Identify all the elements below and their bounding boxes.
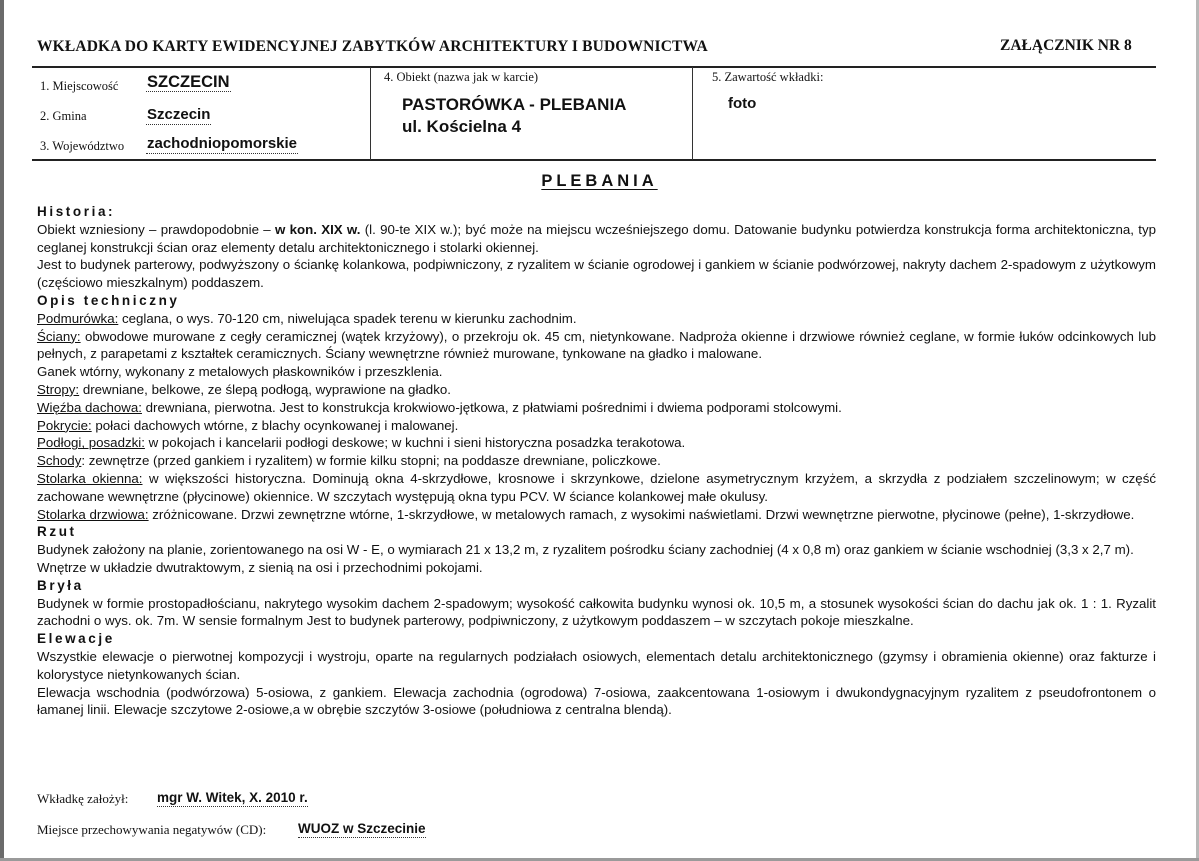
field-zawartosc-label: 5. Zawartość wkładki:	[712, 70, 824, 84]
opis-key: Pokrycie:	[37, 417, 92, 433]
field-miejscowosc-label: 1. Miejscowość	[40, 79, 119, 93]
opis-item	[37, 363, 1156, 381]
field-miejscowosc-value: SZCZECIN	[147, 73, 230, 91]
opis-key: Podłogi, posadzki:	[37, 435, 145, 451]
opis-text: zróżnicowane. Drzwi zewnętrzne wtórne, 1-skrzydłowe, w metalowych ramach, z wysokimi naświetlami. Drzwi wewnętrzne pierwotne, płycinowe (pełne), 1-skrzydłowe.	[148, 506, 1135, 522]
rzut-paragraph-1: Budynek założony na planie, zorientowanego na osi W - E, o wymiarach 21 x 13,2 m, z ryzalitem pośrodku ściany zachodniej (4 x 0,8 m) oraz gankiem w ścianie wschodniej (3,3 x 2,7 m).	[37, 542, 1134, 558]
opis-text: połaci dachowych wtórne, z blachy ocynkowanej i malowanej.	[91, 417, 459, 433]
opis-text: ceglana, o wys. 70-120 cm, niwelująca spadek terenu w kierunku zachodnim.	[118, 310, 577, 326]
opis-key: Stropy:	[37, 381, 80, 397]
scan-left-edge	[0, 0, 4, 861]
rzut-heading: Rzut	[37, 524, 77, 540]
form-top-rule	[32, 66, 1156, 68]
opis-key: Więźba dachowa:	[37, 399, 142, 415]
opis-text: w większości historyczna. Dominują okna 4-skrzydłowe, krosnowe i skrzynkowe, dzielone asymetrycznym krzyżem, a skrzydła z podziałem szczelinowym; w część zachowane wewnętrzne (płycinowe) okiennice. W szczytach występują okna typu PCV. W ściance kolankowej małe okulusy.	[37, 470, 1156, 504]
opis-item	[37, 470, 1156, 506]
storage-value: WUOZ w Szczecinie	[298, 821, 426, 836]
opis-item	[37, 328, 1156, 364]
annex-number: ZAŁĄCZNIK NR 8	[1000, 37, 1132, 54]
historia-heading: Historia:	[37, 204, 116, 219]
opis-item	[37, 417, 1156, 435]
document-title: WKŁADKA DO KARTY EWIDENCYJNEJ ZABYTKÓW ARCHITEKTURY I BUDOWNICTWA	[37, 38, 708, 55]
opis-text: Ganek wtórny, wykonany z metalowych płaskowników i przeszklenia.	[37, 364, 443, 380]
elewacje-paragraph-1: Wszystkie elewacje o pierwotnej kompozycji i wystroju, oparte na regularnych podziałach osiowych, elementach detalu architektonicznego (gzymsy i obramienia okienne) oraz fakturze i kolorystyce nietynkowanych ścian.	[37, 648, 1156, 682]
historia-text: Obiekt wzniesiony – prawdopodobnie –	[37, 221, 275, 237]
opis-key: Podmurówka:	[37, 310, 119, 326]
opis-key: Stolarka okienna:	[37, 470, 143, 486]
field-obiekt-name: PASTORÓWKA - PLEBANIA	[402, 95, 627, 114]
field-wojewodztwo-value: zachodniopomorskie	[147, 135, 298, 152]
bryla-paragraph: Budynek w formie prostopadłościanu, nakrytego wysokim dachem 2-spadowym; wysokość całkowita budynku wynosi ok. 10,5 m, a stosunek wysokości ścian do dachu jak ok. 1 : 1. Ryzalit zachodni o wys. ok. 7m. W sensie formalnym Jest to budynek parterowy, podpiwniczony, z użytkowym poddaszem – w szczytach pokoje mieszkalne.	[37, 595, 1156, 629]
opis-item	[37, 452, 1156, 470]
form-bottom-rule	[32, 159, 1156, 161]
field-gmina-value: Szczecin	[147, 106, 211, 123]
opis-item	[37, 381, 1156, 399]
opis-heading: Opis techniczny	[37, 292, 180, 308]
opis-text: obwodowe murowane z cegły ceramicznej (wątek krzyżowy), o przekroju ok. 45 cm, nietynkowane. Nadproża okienne i drzwiowe również ceglane, w formie łuków odcinkowych lub pełnych, z parapetami z kształtek ceramicznych. Ściany wewnętrzne również murowane, tynkowane na gładko i malowane.	[37, 328, 1156, 362]
opis-key: Ściany:	[37, 328, 81, 344]
opis-key: Schody	[37, 453, 82, 469]
field-obiekt-label: 4. Obiekt (nazwa jak w karcie)	[384, 70, 539, 84]
field-obiekt-address: ul. Kościelna 4	[402, 117, 522, 136]
historia-paragraph-1	[37, 221, 1156, 257]
section-title	[0, 172, 1199, 191]
opis-text: : zewnętrze (przed gankiem i ryzalitem) w formie kilku stopni; na poddasze drewniane, policzkowe.	[81, 453, 661, 469]
storage-label: Miejsce przechowywania negatywów (CD):	[37, 822, 267, 837]
opis-item	[37, 434, 1156, 452]
opis-key: Stolarka drzwiowa:	[37, 506, 149, 522]
description-body	[37, 203, 1156, 719]
rzut-paragraph-2: Wnętrze w układzie dwutraktowym, z sienią na osi i przechodnimi pokojami.	[37, 559, 483, 575]
historia-date: w kon. XIX w.	[274, 221, 361, 237]
opis-text: drewniane, belkowe, ze ślepą podłogą, wyprawione na gładko.	[79, 381, 451, 397]
field-zawartosc-value: foto	[728, 95, 757, 112]
form-divider-2	[692, 67, 693, 160]
form-divider-1	[370, 67, 371, 160]
historia-paragraph-2: Jest to budynek parterowy, podwyższony o ściankę kolankowa, podpiwniczony, z ryzalitem w ścianie ogrodowej i gankiem w ścianie podwórzowej, nakryty dachem 2-spadowym z użytkowym (częściowo mieszkalnym) poddaszem.	[37, 257, 1156, 291]
opis-text: drewniana, pierwotna. Jest to konstrukcja krokwiowo-jętkowa, z płatwiami pośrednimi i dwiema podporami stolcowymi.	[141, 399, 842, 415]
author-value: mgr W. Witek, X. 2010 r.	[157, 790, 308, 805]
opis-item	[37, 310, 1156, 328]
opis-text: w pokojach i kancelarii podłogi deskowe; w kuchni i sieni historyczna posadzka terakotowa.	[144, 435, 686, 451]
field-gmina-label: 2. Gmina	[40, 109, 87, 123]
historia-text-cont: (l. 90-te XIX w.); być może na miejscu wcześniejszego domu. Datowanie budynku potwierdza konstrukcja forma architektoniczna, typ ceglanej konstrukcji ścian oraz elementy detalu architektonicznego i stolarki okiennej.	[37, 221, 1156, 255]
field-wojewodztwo-label: 3. Województwo	[40, 139, 125, 153]
elewacje-heading: Elewacje	[37, 631, 115, 647]
elewacje-paragraph-2: Elewacja wschodnia (podwórzowa) 5-osiowa, z gankiem. Elewacja zachodnia (ogrodowa) 7-osiowa, zaakcentowana 1-osiowym i dwukondygnacyjnym ryzalitem z pseudofrontonem o łamanej linii. Elewacje szczytowe 2-osiowe,a w obrębie szczytów 3-osiowe (południowa z centralna blendą).	[37, 684, 1156, 718]
bryla-heading: Bryła	[37, 577, 84, 593]
opis-item	[37, 506, 1156, 524]
author-label: Wkładkę założył:	[37, 791, 129, 806]
opis-item	[37, 399, 1156, 417]
section-title-text: PLEBANIA	[541, 172, 658, 190]
